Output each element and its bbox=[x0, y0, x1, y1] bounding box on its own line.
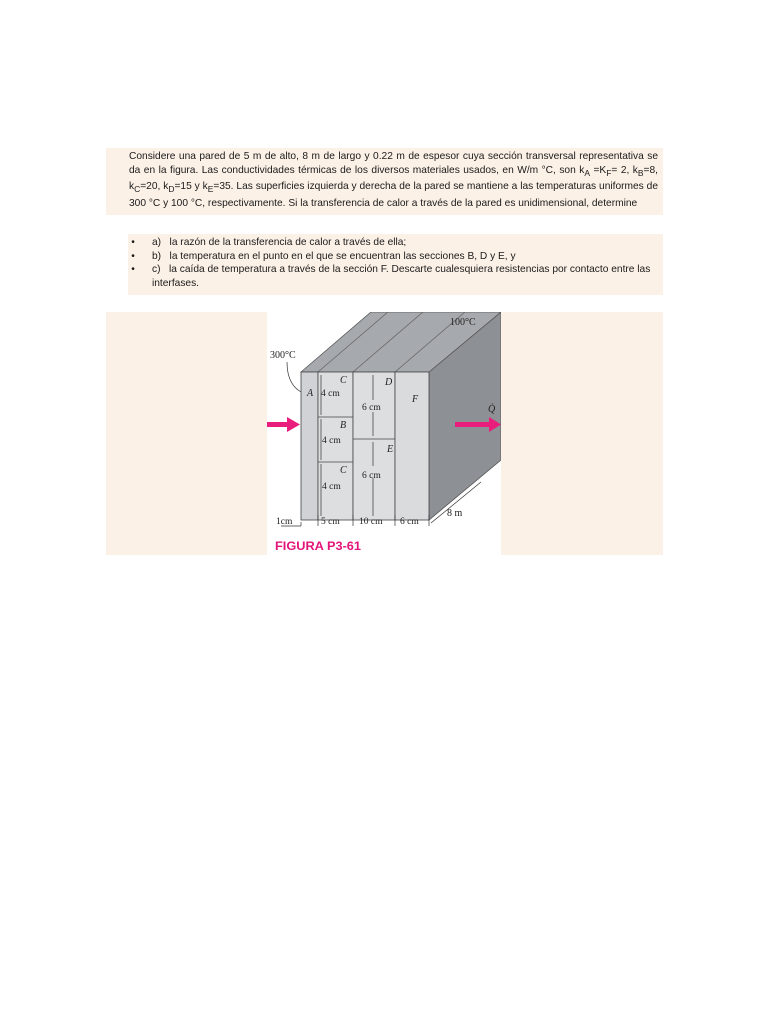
width-label-de: 10 cm bbox=[359, 517, 383, 527]
temperature-left-leader bbox=[287, 362, 301, 392]
height-label-d: 6 cm bbox=[362, 403, 381, 413]
temperature-left-label: 300°C bbox=[270, 350, 296, 361]
section-label-e: E bbox=[387, 444, 394, 455]
question-list-block bbox=[128, 234, 663, 295]
section-label-f: F bbox=[412, 394, 419, 405]
temperature-right-label: 100°C bbox=[450, 317, 476, 328]
question-item-c bbox=[128, 263, 659, 290]
section-label-c-bottom: C bbox=[340, 465, 347, 476]
section-label-a: A bbox=[307, 388, 314, 399]
question-text-a: a) la razón de la transferencia de calor a través de ella; bbox=[152, 237, 407, 248]
heat-flow-arrow-left bbox=[267, 417, 300, 432]
section-label-d: D bbox=[385, 377, 393, 388]
question-item-b bbox=[128, 250, 659, 264]
question-text-c: c) la caída de temperatura a través de la sección F. Descarte cualesquiera resistencias por contacto entre las interfases. bbox=[152, 264, 651, 289]
width-label-f: 6 cm bbox=[400, 517, 419, 527]
depth-label: 8 m bbox=[447, 508, 463, 519]
section-label-c-top: C bbox=[340, 375, 347, 386]
question-item-a bbox=[128, 236, 659, 250]
problem-statement-text: Considere una pared de 5 m de alto, 8 m de largo y 0.22 m de espesor cuya sección transversal representativa se da en la figura. Las conductividades térmicas de los diversos materiales usados, en W/m °C, son $k_A =K_F= 2$, $k_B=8$, $k_C=20$, $k_D=15$ y $k_E=35$. Las superficies izquierda y derecha de la pared se mantiene a las temperaturas uniformes de 300 °C y 100 °C, respectivamente. Si la transferencia de calor a través de la pared es unidimensional, determine bbox=[129, 151, 658, 209]
height-label-e: 6 cm bbox=[362, 471, 381, 481]
height-label-c-top: 4 cm bbox=[321, 389, 340, 399]
bullet-icon: • bbox=[131, 250, 135, 262]
width-label-bc: 5 cm bbox=[321, 517, 340, 527]
question-list bbox=[128, 234, 663, 290]
wall-cross-section-figure bbox=[267, 312, 501, 555]
bullet-icon: • bbox=[131, 264, 135, 276]
question-text-b: b) la temperatura en el punto en el que se encuentran las secciones B, D y E, y bbox=[152, 250, 516, 262]
section-label-b: B bbox=[340, 420, 347, 431]
width-label-a: 1cm bbox=[276, 517, 293, 527]
problem-statement-block bbox=[106, 148, 663, 215]
bullet-icon: • bbox=[131, 237, 135, 248]
heat-rate-label: Q̇ bbox=[488, 404, 496, 415]
height-label-b: 4 cm bbox=[322, 436, 341, 446]
figure-caption: FIGURA P3-61 bbox=[275, 539, 362, 553]
height-label-c-bottom: 4 cm bbox=[322, 482, 341, 492]
